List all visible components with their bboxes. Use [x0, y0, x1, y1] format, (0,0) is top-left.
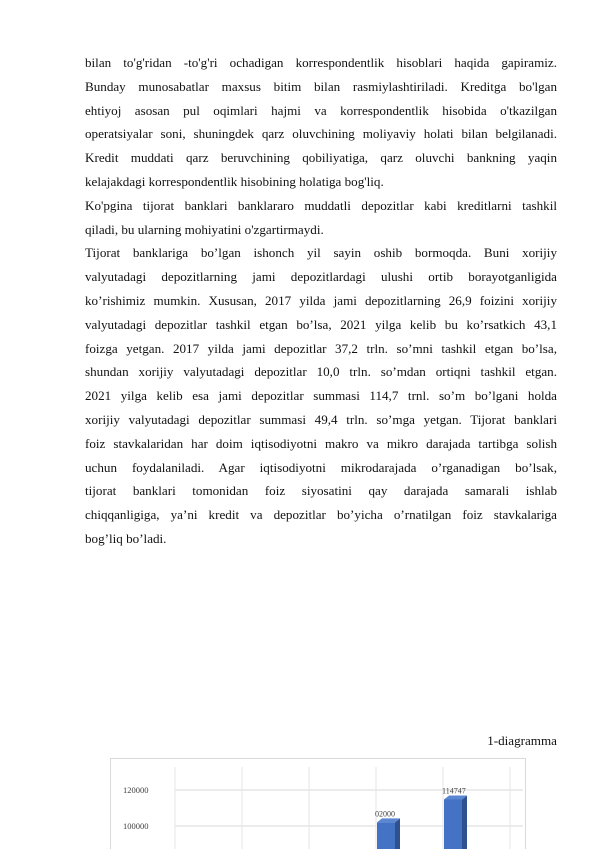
text-line: ehtiyoj asosan pul oqimlari hajmi va korrespondentlik hisobida o'tkazilgan — [85, 102, 557, 118]
data-label: 02000 — [375, 809, 395, 819]
chart-svg — [111, 759, 525, 849]
text-line: valyutadagi depozitlar tashkil etgan bo’lsa, 2021 yilga kelib bu ko’rsatkich 43,1 — [85, 316, 557, 332]
y-tick-label: 100000 — [123, 821, 149, 831]
text-line: xorijiy valyutadagi depozitlar summasi 49,4 trln. so’mga yetgan. Tijorat banklari — [85, 411, 557, 427]
text-line: uchun foydalaniladi. Agar iqtisodiyotni mikrodarajada o’rganadigan bo’lsak, — [85, 459, 557, 475]
text-line: valyutadagi depozitlarning jami depozitlardagi ulushi ortib borayotganligida — [85, 269, 557, 285]
paragraph-2 — [85, 194, 557, 242]
figure-caption: 1-diagramma — [487, 733, 557, 748]
text-line: Ko'pgina tijorat banklari banklararo muddatli depozitlar kabi kreditlarni tashkil — [85, 197, 557, 213]
text-line: operatsiyalar soni, shuningdek qarz oluvchining moliyaviy holati bilan belgilanadi. — [85, 126, 557, 142]
text-line: 2021 yilga kelib esa jami depozitlar summasi 114,7 trnl. so’m bo’lgani holda — [85, 388, 557, 404]
text-line: bog’liq bo’ladi. — [85, 530, 167, 546]
deposits-chart — [110, 758, 526, 849]
y-tick-label: 120000 — [123, 785, 149, 795]
text-line: qiladi, bu ularning mohiyatini o'zgartirmaydi. — [85, 221, 324, 237]
text-line: Bunday munosabatlar maxsus bitim bilan rasmiylashtiriladi. Kreditga bo'lgan — [85, 78, 557, 94]
bar-side — [462, 795, 467, 849]
text-line: tijorat banklari tomonidan foiz siyosatini qay darajada samarali ishlab — [85, 483, 557, 499]
paragraph-1 — [85, 51, 557, 194]
text-line: kelajakdagi korrespondentlik hisobining holatiga bog'liq. — [85, 173, 384, 189]
data-label: 114747 — [442, 786, 466, 796]
text-line: ko’rishimiz mumkin. Xususan, 2017 yilda jami depozitlarning 26,9 foizini xorijiy — [85, 292, 557, 308]
text-line: Tijorat banklariga bo’lgan ishonch yil sayin oshib bormoqda. Buni xorijiy — [85, 245, 557, 261]
text-line: foiz stavkalaridan har doim iqtisodiyotni makro va mikro darajada tartibga solish — [85, 435, 557, 451]
text-line: chiqqanligiga, ya’ni kredit va depozitlar bo’yicha o’rnatilgan foiz stavkalariga — [85, 507, 557, 523]
text-line: foizga yetgan. 2017 yilda jami depozitlar 37,2 trln. so’mni tashkil etgan bo’lsa, — [85, 340, 557, 356]
bar — [377, 822, 395, 849]
bar-side — [395, 818, 400, 849]
text-line: Kredit muddati qarz beruvchining qobiliyatiga, qarz oluvchi bankning yaqin — [85, 150, 557, 166]
paragraph-3 — [85, 241, 557, 550]
body-text — [85, 51, 557, 551]
text-line: bilan to'g'ridan -to'g'ri ochadigan korrespondentlik hisoblari haqida gapiramiz. — [85, 55, 557, 70]
text-line: shundan xorijiy valyutadagi depozitlar 10,0 trln. so’mdan ortiqni tashkil etgan. — [85, 364, 557, 380]
